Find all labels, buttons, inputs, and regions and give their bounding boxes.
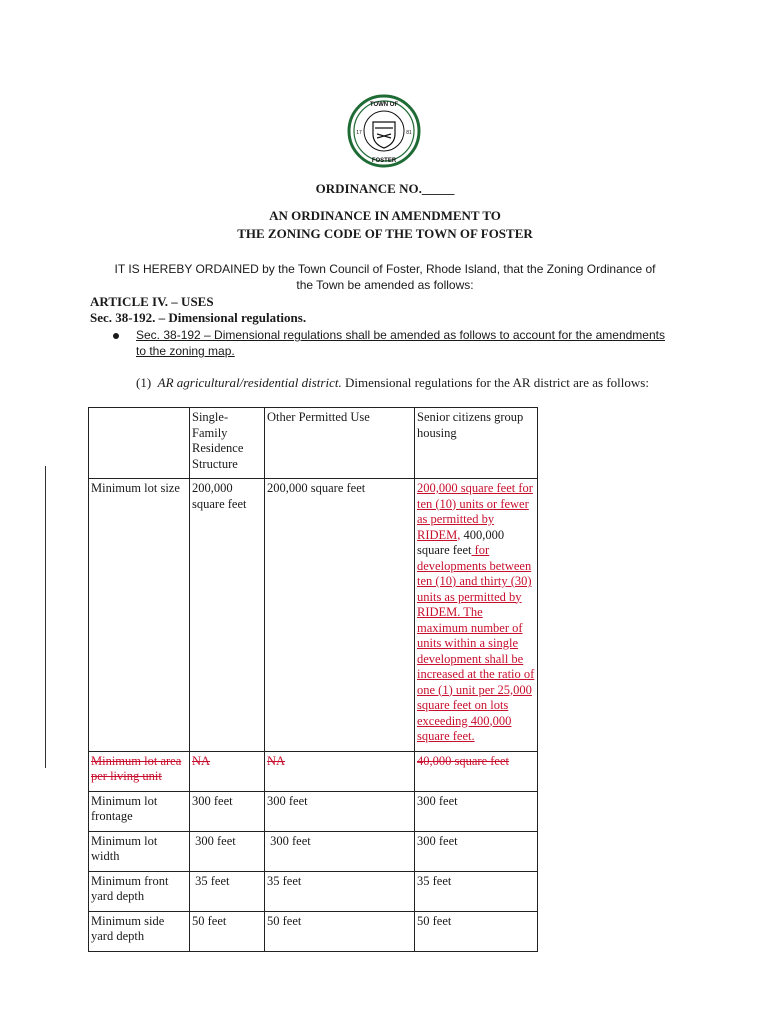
table-row bbox=[89, 479, 538, 752]
ordinance-title-line2: THE ZONING CODE OF THE TOWN OF FOSTER bbox=[237, 226, 533, 241]
bullet-dot bbox=[113, 333, 119, 339]
row-label: Minimum lot frontage bbox=[89, 791, 190, 831]
cell-sf: 300 feet bbox=[190, 791, 265, 831]
cell-senior-min-lot-size bbox=[415, 479, 538, 752]
subsection-number: (1) bbox=[136, 375, 152, 390]
cell-senior: 300 feet bbox=[415, 791, 538, 831]
cell-senior-min-lot-area: 40,000 square feet bbox=[415, 751, 538, 791]
town-seal-logo bbox=[347, 94, 421, 168]
header-senior-housing: Senior citizens group housing bbox=[415, 408, 538, 479]
cell-other-min-lot-size: 200,000 square feet bbox=[265, 479, 415, 752]
table-row bbox=[89, 871, 538, 911]
subsection-district: AR agricultural/residential district. bbox=[157, 375, 342, 390]
cell-sf-min-lot-size: 200,000 square feet bbox=[190, 479, 265, 752]
intro-line2: the Town be amended as follows: bbox=[296, 278, 474, 292]
seal-bottom-text: FOSTER bbox=[371, 158, 397, 164]
table-row bbox=[89, 831, 538, 871]
cell-sf: 35 feet bbox=[190, 871, 265, 911]
cell-senior: 35 feet bbox=[415, 871, 538, 911]
cell-other: 300 feet bbox=[265, 791, 415, 831]
cell-other-min-lot-area: NA bbox=[265, 751, 415, 791]
seal-year-right: 81 bbox=[406, 130, 412, 136]
cell-sf: 50 feet bbox=[190, 911, 265, 951]
inserted-text-2: for developments between ten (10) and thirty (30) units as permitted by RIDEM. The maximum number of units within a single development shall be increased at the ratio of one (1) unit per 25,000 square feet on lots exceeding 400,000 square feet. bbox=[417, 543, 535, 743]
article-heading: ARTICLE IV. – USES bbox=[90, 294, 214, 309]
table-row bbox=[89, 791, 538, 831]
bullet-line1: Sec. 38-192 – Dimensional regulations shall be amended as follows to account for the amendments bbox=[136, 328, 665, 342]
row-label: Minimum lot width bbox=[89, 831, 190, 871]
header-cell-empty bbox=[89, 408, 190, 479]
revision-change-bar bbox=[45, 466, 46, 768]
dimensional-regulations-table bbox=[88, 407, 538, 952]
intro-line1: IT IS HEREBY ORDAINED by the Town Council of Foster, Rhode Island, that the Zoning Ordinance of bbox=[114, 262, 656, 276]
cell-other: 300 feet bbox=[265, 831, 415, 871]
table-header-row bbox=[89, 408, 538, 479]
header-single-family: Single-Family Residence Structure bbox=[190, 408, 265, 479]
subsection-text: Dimensional regulations for the AR district are as follows: bbox=[344, 375, 649, 390]
subsection-paragraph bbox=[136, 375, 649, 391]
row-label: Minimum front yard depth bbox=[89, 871, 190, 911]
cell-other: 50 feet bbox=[265, 911, 415, 951]
retained-text: 400,000 square feet bbox=[417, 527, 505, 557]
ordinance-title-line1: AN ORDINANCE IN AMENDMENT TO bbox=[269, 208, 501, 223]
row-label: Minimum side yard depth bbox=[89, 911, 190, 951]
table-row bbox=[89, 751, 538, 791]
cell-sf-min-lot-area: NA bbox=[190, 751, 265, 791]
cell-senior: 50 feet bbox=[415, 911, 538, 951]
bullet-line2: to the zoning map. bbox=[136, 344, 235, 358]
header-other-permitted: Other Permitted Use bbox=[265, 408, 415, 479]
ordinance-number: ORDINANCE NO._____ bbox=[315, 181, 455, 196]
row-label-min-lot-area: Minimum lot area per living unit bbox=[89, 751, 190, 791]
seal-year-left: 17 bbox=[356, 130, 362, 136]
row-label-min-lot-size: Minimum lot size bbox=[89, 479, 190, 752]
cell-senior: 300 feet bbox=[415, 831, 538, 871]
inserted-text-1: 200,000 square feet for ten (10) units or fewer as permitted by RIDEM, bbox=[417, 481, 533, 542]
table-row bbox=[89, 911, 538, 951]
section-heading: Sec. 38-192. – Dimensional regulations. bbox=[90, 310, 307, 325]
cell-other: 35 feet bbox=[265, 871, 415, 911]
seal-top-text: TOWN OF bbox=[369, 102, 399, 108]
cell-sf: 300 feet bbox=[190, 831, 265, 871]
